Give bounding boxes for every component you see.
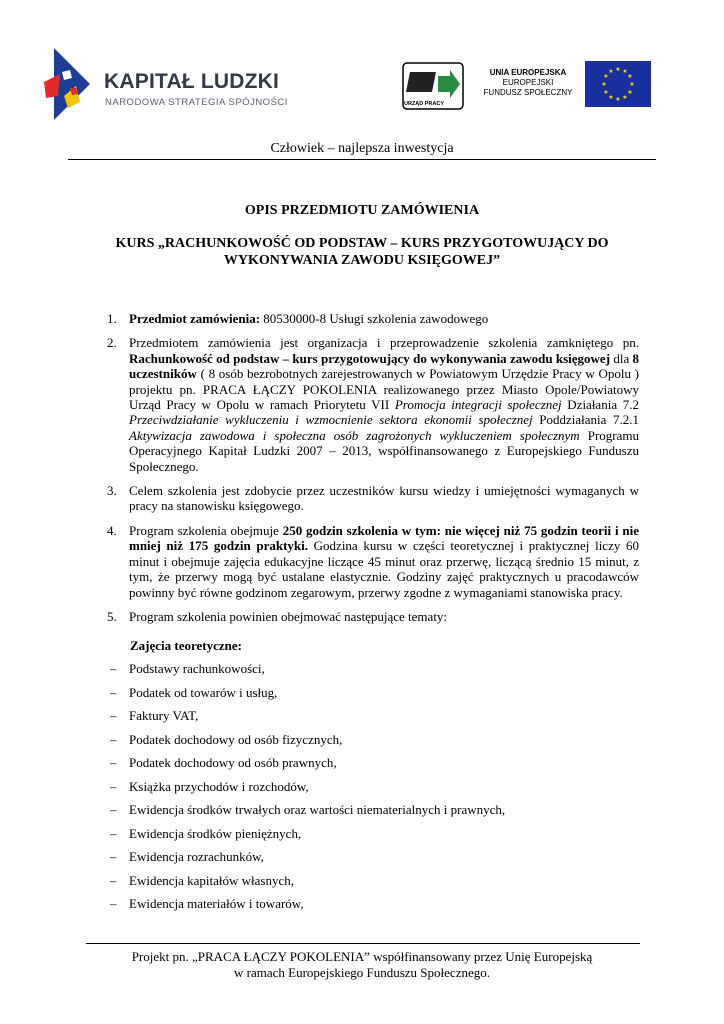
topic-text: Ewidencja środków pieniężnych, (129, 825, 302, 841)
list-item-5 (107, 609, 639, 624)
kapital-ludzki-title: KAPITAŁ LUDZKI (104, 70, 280, 93)
dash-bullet: – (110, 731, 117, 747)
dash-bullet: – (110, 778, 117, 794)
item-2-course-name: Rachunkowość od podstaw – kurs przygotowujący do wykonywania zawodu księgowej (129, 350, 611, 366)
item-2-subaction-name: Aktywizacja zawodowa i społeczna osób zagrożonych wykluczeniem społecznym (129, 427, 580, 443)
eu-text-block (478, 68, 578, 98)
dash-bullet: – (110, 755, 117, 770)
urzad-pracy-logo (402, 62, 464, 110)
footer-line-2: w ramach Europejskiego Funduszu Społecznego. (234, 965, 490, 980)
list-number: 5. (107, 608, 117, 624)
course-title: KURS „RACHUNKOWOŚĆ OD PODSTAW – KURS PRZYGOTOWUJĄCY DO WYKONYWANIA ZAWODU KSIĘGOWEJ” (115, 236, 609, 268)
item-2-priority-name: Promocja integracji społecznej (394, 397, 562, 413)
topic-item (110, 685, 630, 709)
topic-item (110, 896, 630, 920)
list-item-4 (107, 523, 639, 600)
kapital-ludzki-logo (40, 44, 288, 124)
topic-text: Podatek dochodowy od osób fizycznych, (129, 731, 343, 747)
dash-bullet: – (110, 684, 117, 700)
footer-divider (86, 943, 640, 944)
item-4-text-c: Godzina kursu w części teoretycznej i praktycznej liczy 60 minut i obejmuje zajęcia edukacyjne liczące 45 minut oraz przerwę, liczącą średnio 15 minut, z tym, że przerwy mogą być ustalane elastycznie. Godziny zajęć praktycznych u pracodawców powinny być równe godzinom zegarowym, przerwy zgodne z wymaganiami stanowiska pracy. (129, 538, 639, 600)
topic-text: Faktury VAT, (129, 708, 199, 723)
topic-item (110, 779, 630, 803)
header-divider (68, 159, 656, 160)
topic-text: Podstawy rachunkowości, (129, 661, 265, 676)
motto: Człowiek – najlepsza inwestycja (270, 141, 454, 156)
item-1-label: Przedmiot zamówienia: (129, 311, 261, 326)
svg-text:★: ★ (601, 81, 607, 88)
kapital-ludzki-subtitle: NARODOWA STRATEGIA SPÓJNOŚCI (105, 97, 288, 108)
item-5-text: Program szkolenia powinien obejmować następujące tematy: (129, 608, 448, 624)
svg-text:★: ★ (608, 68, 614, 75)
list-number: 1. (107, 311, 117, 326)
list-number: 4. (107, 522, 117, 538)
svg-text:★: ★ (627, 73, 633, 80)
svg-text:★: ★ (622, 68, 628, 75)
item-2-text-g: Działania 7.2 (561, 397, 639, 413)
list-item-3 (107, 483, 639, 514)
topic-text: Ewidencja kapitałów własnych, (129, 872, 294, 888)
item-4-hours: 250 godzin szkolenia w tym: nie więcej niż 75 godzin teorii i nie mniej niż 175 godzin praktyki. (129, 522, 639, 554)
numbered-list (107, 311, 639, 633)
urzad-pracy-label: URZĄD PRACY (403, 101, 445, 107)
dash-bullet: – (110, 661, 117, 676)
svg-text:★: ★ (622, 94, 628, 101)
svg-text:★: ★ (608, 94, 614, 101)
topic-text: Książka przychodów i rozchodów, (129, 778, 309, 794)
eu-flag-icon (585, 61, 651, 107)
svg-text:★: ★ (615, 96, 621, 103)
list-number: 3. (107, 483, 117, 499)
page-footer (0, 949, 724, 981)
topic-item (110, 661, 630, 685)
item-2-text-k: Programu Operacyjnego Kapitał Ludzki 2007 – 2013, współfinansowanego z Europejskiego Funduszu Społecznego. (129, 427, 639, 474)
dash-bullet: – (110, 896, 117, 911)
eu-line-2: EUROPEJSKI (502, 78, 554, 87)
item-2-text-c: dla (610, 350, 633, 366)
topic-item (110, 873, 630, 897)
topic-list (110, 661, 630, 920)
svg-text:★: ★ (629, 81, 635, 88)
svg-text:★: ★ (603, 73, 609, 80)
item-2-participants: 8 uczestników (129, 350, 640, 382)
footer-line-1: Projekt pn. „PRACA ŁĄCZY POKOLENIA” współfinansowany przez Unię Europejską (131, 949, 593, 964)
dash-bullet: – (110, 825, 117, 841)
dash-bullet: – (110, 849, 117, 864)
topic-item (110, 732, 630, 756)
topic-text: Ewidencja materiałów i towarów, (129, 896, 304, 911)
theory-heading: Zajęcia teoretyczne: (130, 638, 243, 653)
item-1-text: 80530000-8 Usługi szkolenia zawodowego (260, 311, 489, 326)
topic-text: Podatek dochodowy od osób prawnych, (129, 755, 337, 770)
topic-text: Ewidencja środków trwałych oraz wartości niematerialnych i prawnych, (129, 802, 506, 817)
topic-item (110, 755, 630, 779)
svg-text:★: ★ (615, 66, 621, 73)
topic-item (110, 849, 630, 873)
dash-bullet: – (110, 708, 117, 723)
list-item-1 (107, 311, 639, 326)
item-2-text-e: ( 8 osób bezrobotnych zarejestrowanych w Powiatowym Urzędzie Pracy w Opolu ) projektu pn. PRACA ŁĄCZY POKOLENIA realizowanego przez Miasto Opole/Powiatowy Urząd Pracy w Opolu w ramach Priorytetu VII (129, 366, 639, 413)
kapital-ludzki-logo-icon (40, 44, 102, 124)
page-header (0, 0, 724, 130)
eu-line-1: UNIA EUROPEJSKA (489, 68, 567, 77)
document-title: OPIS PRZEDMIOTU ZAMÓWIENIA (244, 203, 480, 218)
item-2-text-i: Poddziałania 7.2.1 (532, 412, 639, 428)
topic-item (110, 802, 630, 826)
topic-item (110, 826, 630, 850)
topic-text: Ewidencja rozrachunków, (129, 849, 264, 864)
item-4-text-a: Program szkolenia obejmuje (129, 522, 283, 538)
item-2-text-a: Przedmiotem zamówienia jest organizacja i przeprowadzenie szkolenia zamkniętego pn. (129, 335, 639, 351)
list-item-2 (107, 335, 639, 474)
dash-bullet: – (110, 802, 117, 817)
topic-text: Podatek od towarów i usług, (129, 684, 278, 700)
topic-item (110, 708, 630, 732)
svg-text:★: ★ (627, 89, 633, 96)
eu-line-3: FUNDUSZ SPOŁECZNY (483, 88, 573, 97)
svg-text:★: ★ (603, 89, 609, 96)
list-number: 2. (107, 335, 117, 351)
dash-bullet: – (110, 872, 117, 888)
item-3-text: Celem szkolenia jest zdobycie przez uczestników kursu wiedzy i umiejętności wymaganych w pracy na stanowisku księgowego. (129, 483, 639, 514)
item-2-action-name: Przeciwdziałanie wykluczeniu i wzmocnienie sektora ekonomii społecznej (129, 412, 533, 428)
